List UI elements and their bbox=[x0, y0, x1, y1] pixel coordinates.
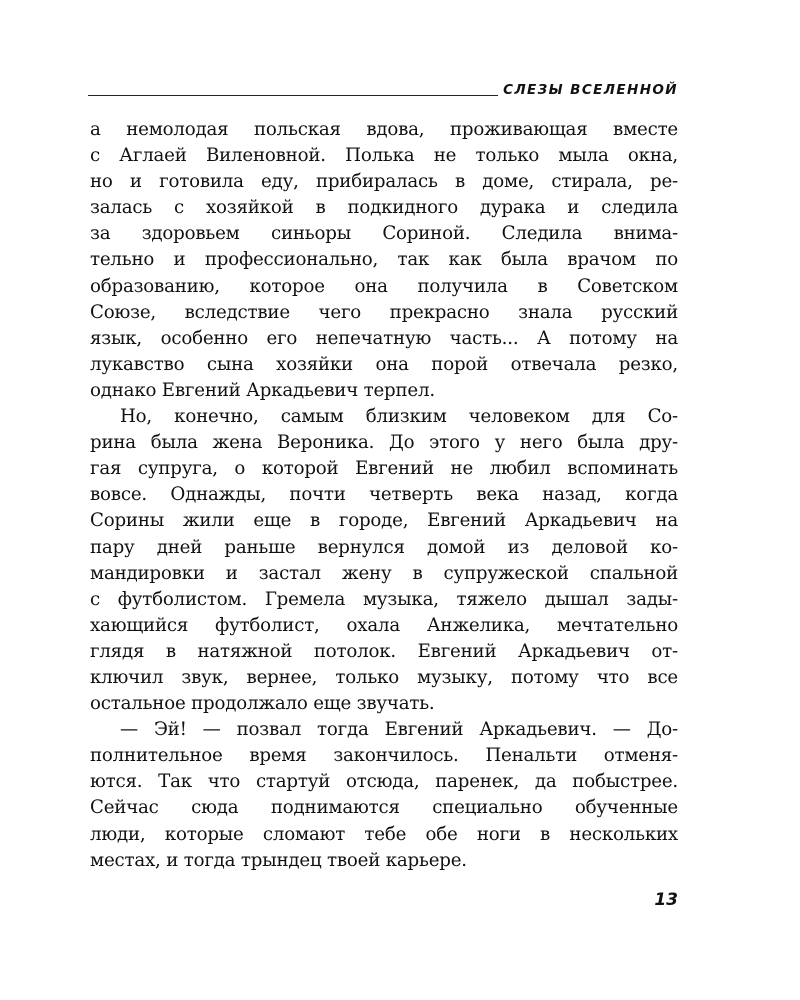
text-line: глядя в натяжной потолок. Евгений Аркадьевич от- bbox=[90, 640, 678, 662]
text-line: гая супруга, о которой Евгений не любил вспоминать bbox=[90, 458, 678, 480]
text-line: тельно и профессионально, так как была врачом по bbox=[90, 249, 678, 271]
paragraph bbox=[90, 117, 678, 404]
running-head bbox=[88, 82, 678, 100]
text-line: залась с хозяйкой в подкидного дурака и следила bbox=[90, 197, 678, 219]
text-line: лукавство сына хозяйки она порой отвечала резко, bbox=[90, 353, 678, 375]
page-number: 13 bbox=[654, 890, 678, 910]
text-line: но и готовила еду, прибиралась в доме, стирала, ре- bbox=[90, 171, 678, 193]
text-line: а немолодая польская вдова, проживающая вместе bbox=[90, 119, 678, 140]
text-line: образованию, которое она получила в Советском bbox=[90, 275, 678, 297]
text-line: местах, и тогда трындец твоей карьере. bbox=[90, 849, 467, 871]
text-line: ются. Так что стартуй отсюда, паренек, да побыстрее. bbox=[90, 771, 678, 793]
text-line: пару дней раньше вернулся домой из деловой ко- bbox=[90, 536, 678, 558]
paragraph bbox=[90, 404, 678, 717]
text-line: мандировки и застал жену в супружеской спальной bbox=[90, 562, 678, 584]
text-line: однако Евгений Аркадьевич терпел. bbox=[90, 379, 435, 401]
paragraph bbox=[90, 717, 678, 874]
header-rule bbox=[88, 95, 498, 96]
text-line: ключил звук, вернее, только музыку, потому что все bbox=[90, 666, 678, 688]
text-line: за здоровьем синьоры Сориной. Следила внима- bbox=[90, 223, 678, 245]
text-line: рина была жена Вероника. До этого у него была дру- bbox=[90, 432, 678, 454]
text-line: полнительное время закончилось. Пенальти отменя- bbox=[90, 745, 678, 767]
running-head-title: СЛЕЗЫ ВСЕЛЕННОЙ bbox=[503, 82, 678, 98]
text-line: Но, конечно, самым близким человеком для Со- bbox=[120, 406, 678, 428]
text-line: Сорины жили еще в городе, Евгений Аркадьевич на bbox=[90, 510, 678, 532]
text-line: — Эй! — позвал тогда Евгений Аркадьевич. — До- bbox=[120, 719, 678, 741]
body-text bbox=[90, 117, 678, 874]
text-line: с Аглаей Виленовной. Полька не только мыла окна, bbox=[90, 145, 678, 167]
text-line: хающийся футболист, охала Анжелика, мечтательно bbox=[90, 614, 678, 636]
text-line: с футболистом. Гремела музыка, тяжело дышал зады- bbox=[90, 588, 678, 610]
text-line: язык, особенно его непечатную часть... А потому на bbox=[90, 327, 678, 349]
text-line: вовсе. Однажды, почти четверть века назад, когда bbox=[90, 484, 678, 506]
text-line: остальное продолжало еще звучать. bbox=[90, 693, 435, 715]
text-line: Союзе, вследствие чего прекрасно знала русский bbox=[90, 301, 678, 323]
text-line: Сейчас сюда поднимаются специально обученные bbox=[90, 797, 678, 819]
text-line: люди, которые сломают тебе обе ноги в нескольких bbox=[90, 823, 678, 845]
